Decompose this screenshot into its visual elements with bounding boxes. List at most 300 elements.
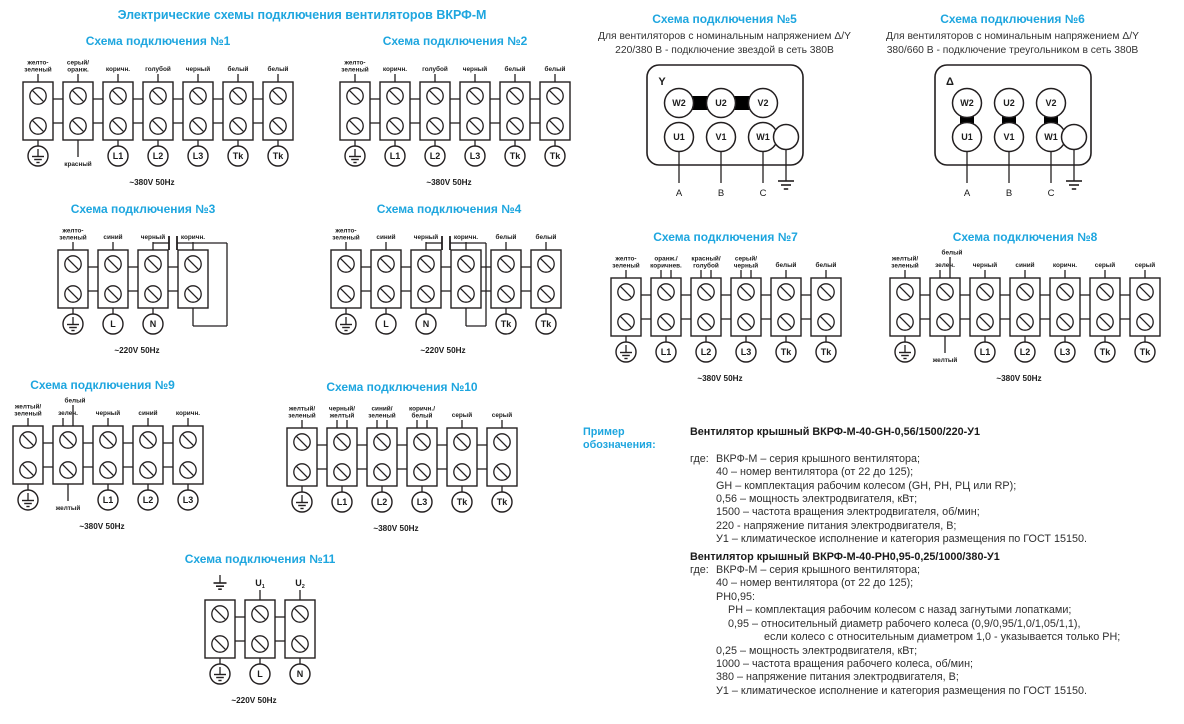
- motor-terminal-label: V1: [714, 132, 727, 143]
- motor-terminal-label: W1: [1043, 132, 1058, 143]
- example-line: 1000 – частота вращения рабочего колеса, об/мин;: [716, 657, 974, 670]
- terminal-label: Tk: [232, 151, 244, 162]
- scheme-10-title: Схема подключения №10: [326, 380, 478, 394]
- screw-icon: [538, 286, 554, 302]
- screw-icon: [507, 118, 523, 134]
- scheme-8-svg: [877, 248, 1173, 388]
- terminal-block: [500, 65, 530, 166]
- wire-label: черный: [95, 410, 121, 417]
- scheme-8: [875, 230, 1175, 388]
- terminal-label: N: [149, 319, 157, 330]
- scheme-7-svg: [598, 248, 854, 388]
- terminal-label: L2: [700, 347, 712, 358]
- winding-type-label: Δ: [945, 76, 954, 89]
- terminal-block: [460, 65, 490, 166]
- example-body: [583, 564, 1184, 698]
- voltage-label: ~380V 50Hz: [697, 374, 743, 383]
- wire-label: зелен.: [58, 410, 78, 417]
- terminal-block: [331, 228, 361, 335]
- example-label: Пример обозначения:: [583, 426, 656, 452]
- screw-icon: [145, 256, 161, 272]
- scheme-9-diagram: [0, 396, 205, 536]
- phase-label: B: [1005, 188, 1012, 200]
- screw-icon: [100, 432, 116, 448]
- screw-icon: [897, 314, 913, 330]
- example-line: GH – комплектация рабочим колесом (GH, РН, РЦ или RP);: [716, 479, 1017, 492]
- screw-icon: [270, 88, 286, 104]
- scheme-4-title: Схема подключения №4: [376, 202, 522, 216]
- screw-icon: [1137, 314, 1153, 330]
- top-terminal-label: $U_1$: [255, 578, 265, 590]
- screw-icon: [30, 118, 46, 134]
- wire-label: серый/ черный: [733, 255, 759, 270]
- terminal-label: L1: [336, 497, 348, 508]
- terminal-label: Tk: [496, 497, 508, 508]
- example-where: где:: [690, 564, 709, 577]
- scheme-11: [175, 552, 345, 710]
- screw-icon: [897, 284, 913, 300]
- scheme-3-diagram: [38, 220, 248, 360]
- screw-icon: [507, 88, 523, 104]
- motor-terminal-label: W1: [755, 132, 770, 143]
- example-designation: Вентилятор крышный ВКРФ-М-40-GH-0,56/1500/220-У1: [690, 426, 980, 438]
- scheme-3-title: Схема подключения №3: [70, 202, 216, 216]
- scheme-8-diagram: [875, 248, 1175, 388]
- terminal-label: L3: [469, 151, 481, 162]
- wire-label: белый: [815, 262, 837, 269]
- terminal-block: [380, 66, 410, 166]
- example-line: 1500 – частота вращения электродвигателя, об/мин;: [716, 506, 980, 519]
- screw-icon: [778, 314, 794, 330]
- screw-icon: [65, 286, 81, 302]
- screw-icon: [1097, 314, 1113, 330]
- screw-icon: [1057, 284, 1073, 300]
- wire-label: коричн.: [180, 234, 206, 241]
- wire-label: черный: [972, 262, 998, 269]
- wire-label: белый: [495, 234, 517, 241]
- terminal-block: [340, 60, 370, 167]
- terminal-block: [411, 233, 441, 334]
- wire-label: желтый/ зеленый: [891, 255, 919, 270]
- example-line: 220 - напряжение питания электродвигателя, В;: [716, 519, 957, 532]
- screw-icon: [387, 118, 403, 134]
- screw-icon: [70, 118, 86, 134]
- ground-symbol-icon: [214, 575, 227, 589]
- voltage-label: ~220V 50Hz: [420, 346, 466, 355]
- terminal-label: Tk: [509, 151, 521, 162]
- scheme-4-svg: [318, 220, 580, 360]
- terminal-block: [447, 411, 477, 512]
- scheme-2-diagram: [325, 52, 585, 192]
- ground-terminal-icon: [63, 314, 83, 334]
- scheme-5-svg: [635, 59, 815, 209]
- screw-icon: [414, 464, 430, 480]
- wire-label: синий: [103, 234, 123, 241]
- screw-icon: [100, 462, 116, 478]
- wire-label: коричн.: [453, 234, 479, 241]
- ground-pin: [773, 125, 798, 150]
- terminal-block: [491, 233, 521, 334]
- terminal-block: [183, 65, 213, 166]
- screw-icon: [658, 284, 674, 300]
- motor-terminal-label: U1: [672, 132, 685, 143]
- screw-icon: [547, 118, 563, 134]
- terminal-label: L1: [102, 495, 114, 506]
- terminal-block: [771, 261, 801, 362]
- terminal-block: [245, 578, 275, 684]
- terminal-block: [1010, 261, 1040, 362]
- voltage-label: ~380V 50Hz: [426, 178, 472, 187]
- scheme-4-diagram: [318, 220, 580, 360]
- terminal-label: L: [383, 319, 389, 330]
- screw-icon: [292, 636, 308, 652]
- screw-icon: [818, 314, 834, 330]
- screw-icon: [454, 434, 470, 450]
- wire-label: белый: [267, 66, 289, 73]
- terminal-block: [53, 397, 86, 513]
- voltage-label: ~380V 50Hz: [996, 374, 1042, 383]
- terminal-block: [98, 233, 128, 334]
- winding-type-label: Y: [657, 76, 666, 89]
- scheme-10: [272, 380, 532, 538]
- voltage-label: ~380V 50Hz: [373, 524, 419, 533]
- terminal-block: [138, 233, 168, 334]
- terminal-label: N: [422, 319, 430, 330]
- screw-icon: [418, 256, 434, 272]
- screw-icon: [110, 88, 126, 104]
- screw-icon: [190, 88, 206, 104]
- example-label: [583, 551, 690, 564]
- terminal-block: [540, 65, 570, 166]
- ground-terminal-icon: [18, 490, 38, 510]
- example-line: если колесо с относительным диаметром 1,0 - указывается только РН;: [764, 631, 1121, 644]
- scheme-3-svg: [45, 220, 241, 360]
- screw-icon: [294, 464, 310, 480]
- screw-icon: [150, 118, 166, 134]
- screw-icon: [778, 284, 794, 300]
- screw-icon: [427, 88, 443, 104]
- designation-example: [583, 426, 1184, 698]
- wire-label: красный/ голубой: [691, 255, 721, 270]
- ground-symbol-icon: [778, 181, 794, 189]
- terminal-block: [287, 405, 317, 513]
- phase-label: C: [759, 188, 766, 200]
- screw-icon: [698, 284, 714, 300]
- terminal-label: Tk: [1099, 347, 1111, 358]
- screw-icon: [458, 286, 474, 302]
- ground-symbol-icon: [1066, 181, 1082, 189]
- example-line: 380 – напряжение питания электродвигателя, В;: [716, 671, 959, 684]
- wire-label: красный: [64, 161, 92, 168]
- screw-icon: [20, 462, 36, 478]
- screw-icon: [65, 256, 81, 272]
- scheme-11-title: Схема подключения №11: [184, 552, 336, 566]
- screw-icon: [454, 464, 470, 480]
- terminal-block: [407, 406, 437, 513]
- scheme-9: [0, 378, 205, 536]
- terminal-block: [611, 256, 641, 363]
- screw-icon: [20, 432, 36, 448]
- ground-terminal-icon: [336, 314, 356, 334]
- terminal-label: L3: [192, 151, 204, 162]
- scheme-1-diagram: [8, 52, 308, 192]
- terminal-label: L1: [979, 347, 991, 358]
- scheme-5-diagram: [597, 59, 852, 209]
- example-line: 0,56 – мощность электродвигателя, кВт;: [716, 493, 918, 506]
- screw-icon: [30, 88, 46, 104]
- screw-icon: [230, 88, 246, 104]
- scheme-9-svg: [0, 396, 216, 536]
- terminal-label: Tk: [456, 497, 468, 508]
- wire-label: желто-зеленый: [59, 227, 87, 242]
- terminal-label: Tk: [549, 151, 561, 162]
- scheme-2: [325, 34, 585, 192]
- screw-icon: [334, 464, 350, 480]
- screw-icon: [414, 434, 430, 450]
- terminal-label: L: [110, 319, 116, 330]
- scheme-4: [318, 202, 580, 360]
- terminal-label: L2: [376, 497, 388, 508]
- example-body: [583, 453, 1184, 547]
- screw-icon: [374, 434, 390, 450]
- wire-label: желтый: [932, 357, 958, 364]
- screw-icon: [292, 606, 308, 622]
- wire-label: коричн./ белый: [409, 405, 435, 420]
- wire-label: черный: [185, 66, 211, 73]
- example-line: У1 – климатическое исполнение и категория размещения по ГОСТ 15150.: [716, 684, 1087, 697]
- terminal-label: L2: [1019, 347, 1031, 358]
- wire-label: синий: [138, 410, 158, 417]
- example-line: РН – комплектация рабочим колесом с назад загнутыми лопатками;: [728, 604, 1072, 617]
- screw-icon: [738, 284, 754, 300]
- screw-icon: [467, 118, 483, 134]
- scheme-1-svg: [10, 52, 306, 192]
- screw-icon: [494, 434, 510, 450]
- wire-label: желто-зеленый: [24, 59, 52, 74]
- screw-icon: [547, 88, 563, 104]
- wire-label: серый: [1094, 262, 1116, 269]
- voltage-label: ~380V 50Hz: [129, 178, 175, 187]
- terminal-label: L2: [142, 495, 154, 506]
- terminal-label: Tk: [540, 319, 552, 330]
- terminal-label: L2: [152, 151, 164, 162]
- terminal-block: [133, 409, 163, 510]
- screw-icon: [977, 284, 993, 300]
- terminal-block: [420, 65, 450, 166]
- voltage-label: ~220V 50Hz: [231, 696, 277, 705]
- scheme-9-title: Схема подключения №9: [30, 378, 175, 392]
- screw-icon: [212, 606, 228, 622]
- ground-terminal-icon: [210, 664, 230, 684]
- terminal-block: [367, 405, 397, 513]
- ground-pin: [1061, 125, 1086, 150]
- screw-icon: [60, 432, 76, 448]
- scheme-5: [597, 12, 852, 209]
- ground-terminal-icon: [292, 492, 312, 512]
- screw-icon: [387, 88, 403, 104]
- motor-terminal-label: V2: [756, 98, 769, 109]
- example-line: 40 – номер вентилятора (от 22 до 125);: [716, 466, 914, 479]
- wire-label: белый: [64, 397, 86, 405]
- motor-terminal-label: V2: [1044, 98, 1057, 109]
- terminal-block: [263, 65, 293, 166]
- wire-label: белый: [941, 249, 963, 257]
- screw-icon: [145, 286, 161, 302]
- wire-label: черный: [140, 234, 166, 241]
- screw-icon: [458, 256, 474, 272]
- screw-icon: [494, 464, 510, 480]
- terminal-block: [58, 228, 88, 335]
- wire-label: желтый/ зеленый: [14, 403, 42, 418]
- scheme-11-svg: [192, 570, 328, 710]
- wire-label: черный: [413, 234, 439, 241]
- terminal-label: L1: [389, 151, 401, 162]
- screw-icon: [1017, 284, 1033, 300]
- terminal-block: [1090, 261, 1120, 362]
- wire-label: коричн.: [105, 66, 131, 73]
- terminal-block: [531, 233, 561, 334]
- scheme-11-diagram: [175, 570, 345, 710]
- screw-icon: [378, 256, 394, 272]
- wire-label: белый: [535, 234, 557, 241]
- motor-terminal-label: U2: [1002, 98, 1015, 109]
- terminal-block: [63, 59, 93, 169]
- scheme-6-diagram: [885, 59, 1140, 209]
- top-terminal-label: $U_2$: [295, 578, 305, 590]
- example-title-row: [583, 426, 1184, 453]
- screw-icon: [374, 464, 390, 480]
- example-item: [583, 551, 1184, 698]
- terminal-block: [451, 234, 481, 308]
- screw-icon: [270, 118, 286, 134]
- motor-terminal-label: V1: [1002, 132, 1015, 143]
- wire-label: серый: [491, 412, 513, 419]
- phase-label: A: [963, 188, 970, 200]
- scheme-7-title: Схема подключения №7: [653, 230, 798, 244]
- terminal-block: [285, 578, 315, 684]
- ground-terminal-icon: [345, 146, 365, 166]
- terminal-block: [731, 255, 761, 363]
- terminal-block: [205, 575, 235, 684]
- example-line: 0,25 – мощность электродвигателя, кВт;: [716, 644, 918, 657]
- scheme-7: [598, 230, 853, 388]
- screw-icon: [818, 284, 834, 300]
- terminal-block: [93, 409, 123, 510]
- example-where: где:: [690, 452, 709, 465]
- voltage-label: ~220V 50Hz: [114, 346, 160, 355]
- scheme-8-title: Схема подключения №8: [952, 230, 1098, 244]
- screw-icon: [105, 286, 121, 302]
- terminal-block: [223, 65, 253, 166]
- screw-icon: [60, 462, 76, 478]
- terminal-block: [811, 261, 841, 362]
- screw-icon: [427, 118, 443, 134]
- screw-icon: [252, 636, 268, 652]
- terminal-block: [890, 255, 920, 363]
- wire-label: коричн.: [382, 66, 408, 73]
- terminal-block: [178, 234, 208, 308]
- screw-icon: [618, 314, 634, 330]
- wire-label: желто-зеленый: [341, 59, 369, 74]
- terminal-block: [371, 233, 401, 334]
- screw-icon: [658, 314, 674, 330]
- terminal-block: [1050, 262, 1080, 362]
- terminal-label: Tk: [1139, 347, 1151, 358]
- scheme-7-diagram: [598, 248, 853, 388]
- example-designation: Вентилятор крышный ВКРФ-М-40-РН0,95-0,25/1000/380-У1: [690, 550, 1000, 563]
- screw-icon: [230, 118, 246, 134]
- screw-icon: [937, 314, 953, 330]
- screw-icon: [1097, 284, 1113, 300]
- wire-label: белый: [775, 262, 797, 269]
- wire-label: серый: [451, 412, 473, 419]
- terminal-label: N: [296, 669, 304, 680]
- screw-icon: [180, 462, 196, 478]
- motor-terminal-label: U2: [714, 98, 727, 109]
- scheme-2-svg: [327, 52, 583, 192]
- screw-icon: [180, 432, 196, 448]
- screw-icon: [467, 88, 483, 104]
- screw-icon: [937, 284, 953, 300]
- screw-icon: [185, 256, 201, 272]
- terminal-label: L1: [112, 151, 124, 162]
- terminal-label: Tk: [272, 151, 284, 162]
- terminal-block: [103, 66, 133, 166]
- terminal-block: [487, 411, 517, 512]
- example-item: [583, 426, 1184, 547]
- terminal-label: L3: [740, 347, 752, 358]
- terminal-label: L2: [429, 151, 441, 162]
- wire-label: желто-зеленый: [332, 227, 360, 242]
- phase-label: C: [1047, 188, 1054, 200]
- screw-icon: [150, 88, 166, 104]
- wire-label: серый: [1134, 262, 1156, 269]
- terminal-block: [143, 65, 173, 166]
- ground-terminal-icon: [616, 342, 636, 362]
- wire-label: синий/ зеленый: [368, 405, 396, 420]
- wire-label: черный: [462, 66, 488, 73]
- terminal-block: [13, 403, 43, 511]
- wire-label: желтый/ зеленый: [288, 405, 316, 420]
- terminal-block: [691, 255, 721, 363]
- wire-label: серый/ оранж.: [66, 59, 90, 74]
- terminal-block: [173, 410, 203, 510]
- terminal-block: [970, 261, 1000, 362]
- scheme-5-title: Схема подключения №5: [652, 12, 797, 26]
- screw-icon: [418, 286, 434, 302]
- example-line: ВКРФ-М – серия крышного вентилятора;: [716, 564, 921, 577]
- ground-terminal-icon: [28, 146, 48, 166]
- motor-terminal-label: W2: [671, 98, 686, 109]
- scheme-6-title: Схема подключения №6: [940, 12, 1085, 26]
- scheme-6-svg: [923, 59, 1103, 209]
- terminal-label: Tk: [780, 347, 792, 358]
- scheme-1: [8, 34, 308, 192]
- scheme-6-description: Для вентиляторов с номинальным напряжением Δ/Y 380/660 В - подключение треугольником в сеть 380В: [886, 31, 1139, 56]
- ground-terminal-icon: [895, 342, 915, 362]
- wire-label: голубой: [145, 66, 171, 73]
- wire-label: белый: [504, 66, 526, 73]
- scheme-5-description: Для вентиляторов с номинальным напряжением Δ/Y 220/380 В - подключение звездой в сеть 380В: [598, 31, 851, 56]
- scheme-3: [38, 202, 248, 360]
- wire-label: желто-зеленый: [612, 255, 640, 270]
- screw-icon: [977, 314, 993, 330]
- wire-label: голубой: [422, 66, 448, 73]
- screw-icon: [338, 256, 354, 272]
- screw-icon: [212, 636, 228, 652]
- screw-icon: [334, 434, 350, 450]
- terminal-label: L1: [660, 347, 672, 358]
